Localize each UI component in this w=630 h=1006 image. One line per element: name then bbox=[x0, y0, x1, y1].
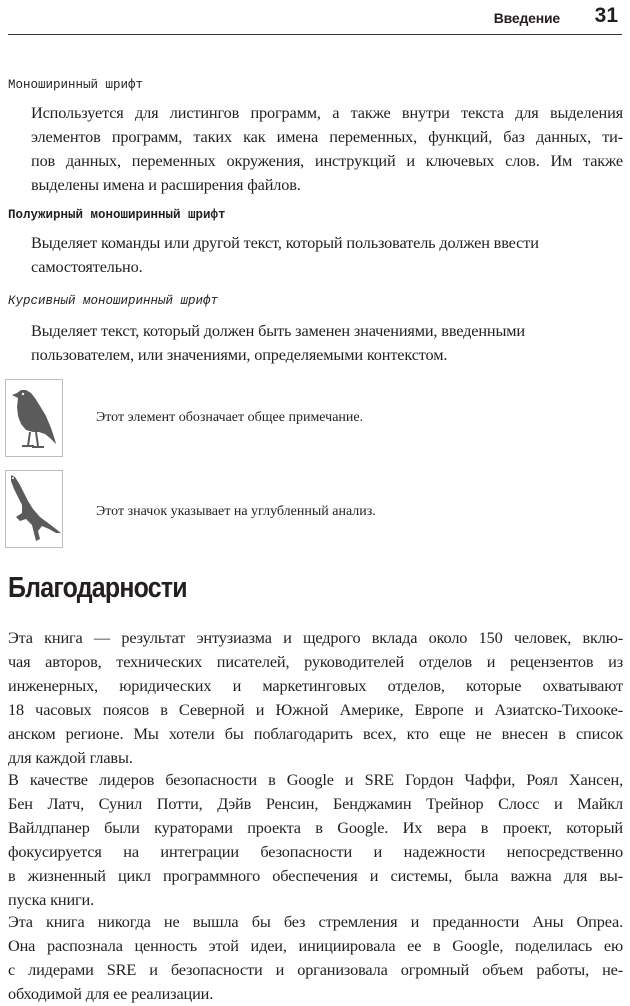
definition-line: Выделяет команды или другой текст, который пользователь должен ввести bbox=[31, 233, 539, 252]
paragraph-line: с лидерами SRE и безопасности и организовала огромный объем работы, не- bbox=[8, 960, 623, 979]
definition-line: пов данных, переменных окружения, инструкций и ключевых слов. Им также bbox=[31, 151, 623, 170]
paragraph-line: пуска книги. bbox=[8, 890, 95, 909]
paragraph-line: в жизненный цикл программного обеспечения и системы, была важна для вы- bbox=[8, 866, 623, 885]
lizard-icon bbox=[5, 470, 63, 548]
convention-definition-bold-monospace bbox=[31, 231, 623, 279]
definition-line: Используется для листингов программ, а также внутри текста для выделения bbox=[31, 103, 623, 122]
convention-term-bold-monospace: Полужирный моноширинный шрифт bbox=[8, 208, 226, 222]
definition-line: пользователем, или значениями, определяемыми контекстом. bbox=[31, 345, 448, 364]
paragraph-line: Эта книга никогда не вышла бы без стремления и преданности Аны Опреа. bbox=[8, 912, 623, 931]
paragraph-line: для каждой главы. bbox=[8, 748, 133, 767]
definition-line: самостоятельно. bbox=[31, 257, 143, 276]
paragraph-line: обходимой для ее реализации. bbox=[8, 984, 214, 1003]
paragraph-line: чая авторов, технических писателей, руководителей отделов и рецензентов из bbox=[8, 652, 623, 671]
paragraph-line: Эта книга — результат энтузиазма и щедрого вклада около 150 человек, вклю- bbox=[8, 628, 623, 647]
paragraph-line: Она распознала ценность этой идеи, инициировала ее в Google, поделилась ею bbox=[8, 936, 623, 955]
convention-definition-italic-monospace bbox=[31, 319, 623, 367]
acknowledgements-paragraph-1 bbox=[8, 626, 623, 770]
convention-term-monospace: Моноширинный шрифт bbox=[8, 78, 144, 92]
section-heading: Благодарности bbox=[8, 572, 187, 604]
paragraph-line: В качестве лидеров безопасности в Google и SRE Гордон Чаффи, Роял Хансен, bbox=[8, 770, 623, 789]
paragraph-line: анском регионе. Мы хотели бы поблагодарить всех, кто еще не внесен в список bbox=[8, 724, 623, 743]
paragraph-line: фокусируется на интеграции безопасности и надежности непосредственно bbox=[8, 842, 623, 861]
acknowledgements-paragraph-3 bbox=[8, 910, 623, 1006]
page-header bbox=[8, 0, 622, 35]
acknowledgements-paragraph-2 bbox=[8, 768, 623, 912]
crow-icon bbox=[5, 379, 63, 457]
paragraph-line: инженерных, юридических и маркетинговых отделов, которые охватывают bbox=[8, 676, 623, 695]
definition-line: элементов программ, таких как имена переменных, функций, баз данных, ти- bbox=[31, 127, 623, 146]
note-text-deep-analysis: Этот значок указывает на углубленный анализ. bbox=[96, 504, 376, 519]
running-head-section: Введение bbox=[493, 10, 560, 26]
paragraph-line: Бен Латч, Сунил Потти, Дэйв Ренсин, Бенджамин Трейнор Слосс и Майкл bbox=[8, 794, 623, 813]
definition-line: Выделяет текст, который должен быть заменен значениями, введенными bbox=[31, 321, 525, 340]
note-text-general: Этот элемент обозначает общее примечание. bbox=[96, 410, 364, 425]
convention-term-italic-monospace: Курсивный моноширинный шрифт bbox=[8, 294, 219, 308]
paragraph-line: Вайлдпанер были кураторами проекта в Google. Их вера в проект, который bbox=[8, 818, 623, 837]
paragraph-line: 18 часовых поясов в Северной и Южной Америке, Европе и Азиатско-Тихооке- bbox=[8, 700, 623, 719]
page-number: 31 bbox=[594, 4, 618, 27]
convention-definition-monospace bbox=[31, 101, 623, 197]
definition-line: выделены имена и расширения файлов. bbox=[31, 175, 301, 194]
